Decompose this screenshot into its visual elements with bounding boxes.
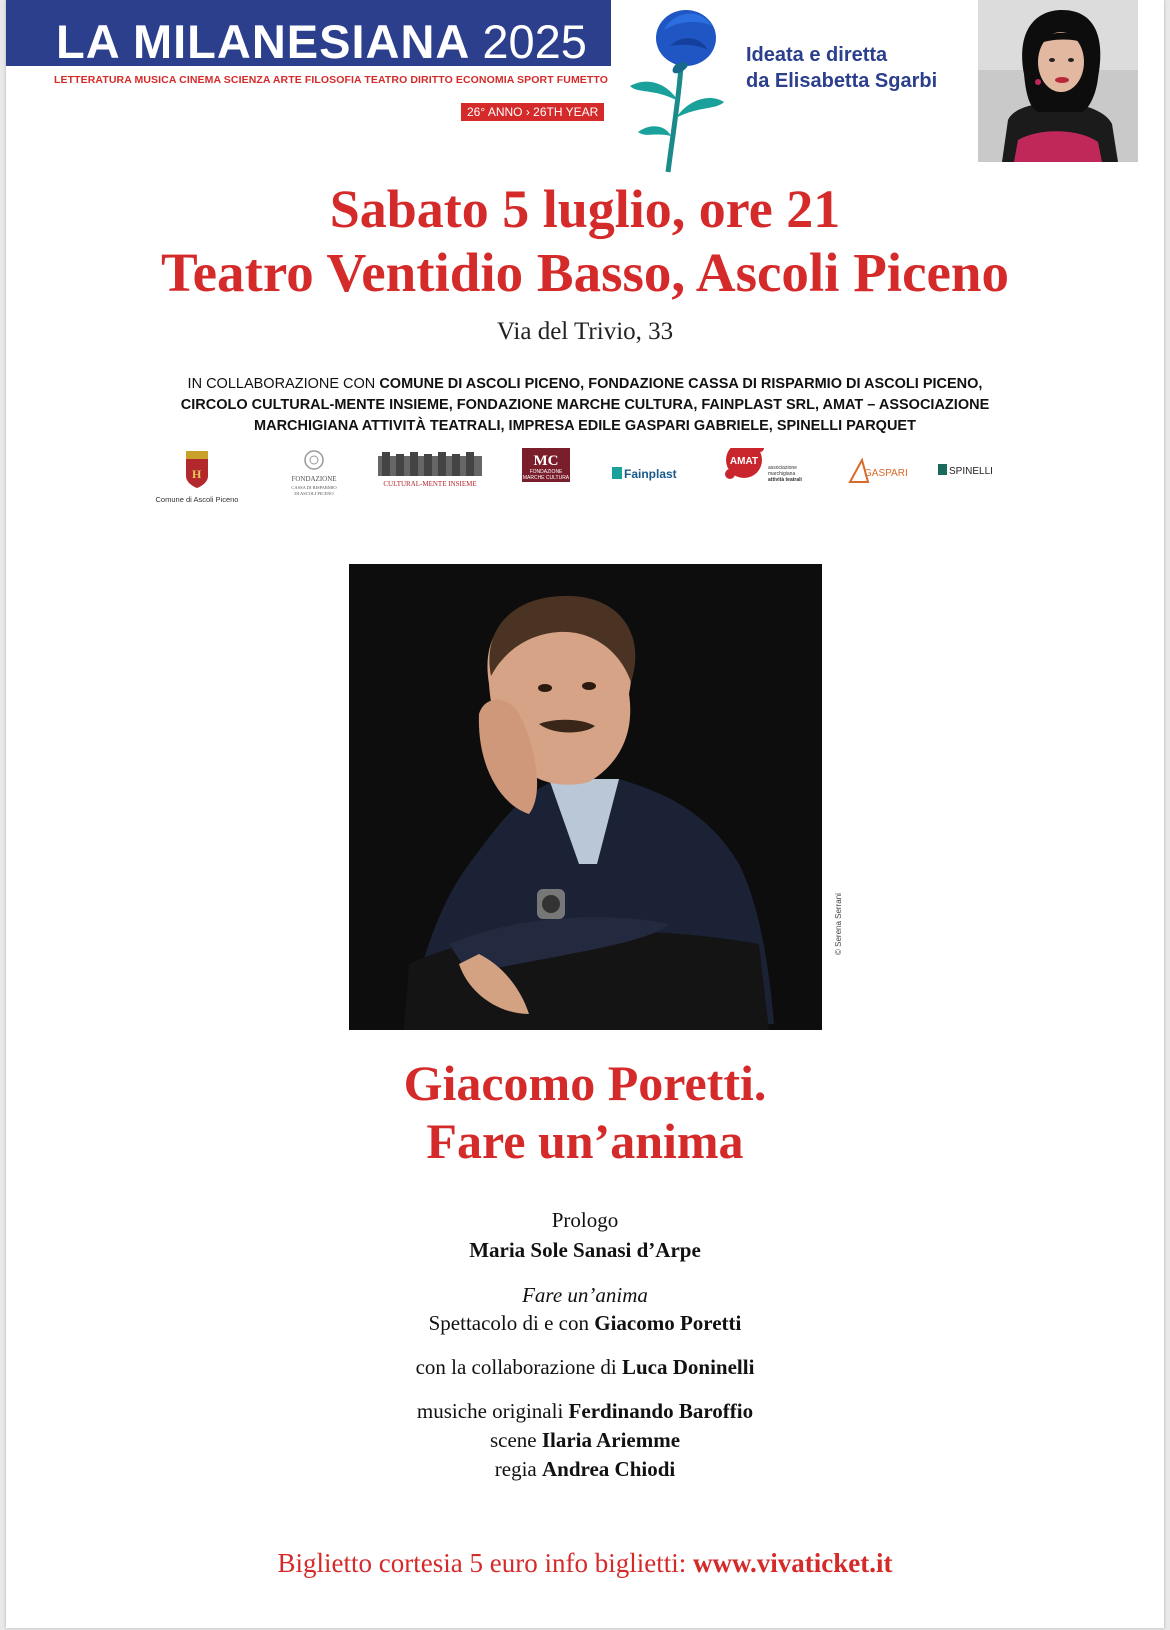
show-title-line1: Giacomo Poretti. xyxy=(403,1055,767,1111)
collab-partners-2: CIRCOLO CULTURAL-MENTE INSIEME, FONDAZIONE MARCHE CULTURA, FAINPLAST SRL, AMAT – ASSOCIAZIONE xyxy=(180,397,990,413)
amat-label-2: marchigiana xyxy=(768,471,796,477)
brand-name: LA MILANESIANA xyxy=(56,15,471,68)
amat-label-3: attività teatrali xyxy=(768,477,802,483)
ticket-text: Biglietto cortesia 5 euro info biglietti: xyxy=(277,1548,687,1578)
amat-logo xyxy=(725,448,803,483)
blue-rose-icon xyxy=(624,6,734,176)
fainplast-label: Fainplast xyxy=(624,467,677,481)
cultural-label: CULTURAL-MENTE INSIEME xyxy=(383,480,477,488)
fondazione-label-2: CASSA DI RISPARMIO xyxy=(291,485,337,490)
director-portrait-image xyxy=(978,0,1138,162)
fondazione-label-1: FONDAZIONE xyxy=(291,475,337,483)
collab-line2 xyxy=(156,395,1014,416)
ideata-credit xyxy=(746,42,937,94)
comune-label: Comune di Ascoli Piceno xyxy=(155,495,239,504)
edition-badge: 26° ANNO › 26TH YEAR xyxy=(461,103,604,121)
fondazione-carisap-logo xyxy=(291,451,337,496)
fmc-label-2: MARCHE CULTURA xyxy=(522,475,570,481)
spettacolo-label: Spettacolo di e con xyxy=(428,1311,589,1335)
event-date: Sabato 5 luglio, ore 21 xyxy=(329,179,841,239)
collab-partners-3: MARCHIGIANA ATTIVITÀ TEATRALI, IMPRESA EDILE GASPARI GABRIELE, SPINELLI PARQUET xyxy=(254,418,916,434)
prologo-name xyxy=(6,1238,1164,1263)
svg-text:H: H xyxy=(192,467,202,481)
spinelli-logo xyxy=(938,464,993,477)
scene-name: Ilaria Ariemme xyxy=(541,1428,681,1452)
collab-credit-name: Luca Doninelli xyxy=(621,1355,755,1379)
prologo-label: Prologo xyxy=(551,1208,619,1232)
show-title-line2: Fare un’anima xyxy=(426,1113,744,1169)
gaspari-label: GASPARI xyxy=(864,468,908,479)
partner-logos xyxy=(146,448,1026,508)
ideata-line2: da Elisabetta Sgarbi xyxy=(746,70,938,92)
ticket-info xyxy=(6,1548,1164,1579)
collab-credit-line xyxy=(6,1355,1164,1380)
event-venue: Teatro Ventidio Basso, Ascoli Piceno xyxy=(160,242,1009,303)
event-address: Via del Trivio, 33 xyxy=(496,318,674,345)
ideata-line1: Ideata e diretta xyxy=(746,44,888,66)
fmc-label-1: FONDAZIONE xyxy=(529,469,563,475)
disciplines-line: LETTERATURA MUSICA CINEMA SCIENZA ARTE FILOSOFIA TEATRO DIRITTO ECONOMIA SPORT FUMETTO xyxy=(54,74,608,86)
collab-credit-label: con la collaborazione di xyxy=(415,1355,617,1379)
prologo-name-text: Maria Sole Sanasi d’Arpe xyxy=(469,1238,701,1262)
musiche-line xyxy=(6,1399,1164,1424)
show-title xyxy=(6,1054,1164,1170)
work-title: Fare un’anima xyxy=(522,1283,648,1307)
spettacolo-line xyxy=(6,1311,1164,1336)
regia-label: regia xyxy=(494,1457,537,1481)
musiche-label: musiche originali xyxy=(416,1399,564,1423)
fondazione-marche-cultura-logo xyxy=(522,448,570,482)
musiche-name: Ferdinando Baroffio xyxy=(568,1399,754,1423)
ticket-url-link[interactable]: www.vivaticket.it xyxy=(692,1548,893,1578)
poster-page xyxy=(6,0,1164,1628)
fmc-mark: MC xyxy=(533,453,559,469)
collab-line3 xyxy=(156,416,1014,437)
collab-line1 xyxy=(156,374,1014,395)
collab-partners-1: COMUNE DI ASCOLI PICENO, FONDAZIONE CASSA DI RISPARMIO DI ASCOLI PICENO, xyxy=(379,376,983,392)
regia-name: Andrea Chiodi xyxy=(542,1457,676,1481)
cultural-mente-logo xyxy=(378,452,482,488)
spettacolo-name: Giacomo Poretti xyxy=(594,1311,742,1335)
collab-prefix: IN COLLABORAZIONE CON xyxy=(187,376,376,392)
scene-line xyxy=(6,1428,1164,1453)
amat-label-1: associazione xyxy=(768,465,797,471)
regia-line xyxy=(6,1457,1164,1482)
amat-label: AMAT xyxy=(729,456,759,467)
brand-title xyxy=(56,16,587,68)
fainplast-logo xyxy=(612,467,677,481)
gaspari-logo xyxy=(850,460,908,482)
spinelli-label: SPINELLI xyxy=(949,466,993,477)
performer-photo xyxy=(349,564,822,1030)
scene-label: scene xyxy=(489,1428,537,1452)
collaboration-text xyxy=(156,374,1014,437)
comune-logo xyxy=(156,451,239,504)
photo-credit: © Serena Serrani xyxy=(834,893,843,955)
brand-year: 2025 xyxy=(482,15,587,68)
fondazione-label-3: DI ASCOLI PICENO xyxy=(294,491,334,496)
